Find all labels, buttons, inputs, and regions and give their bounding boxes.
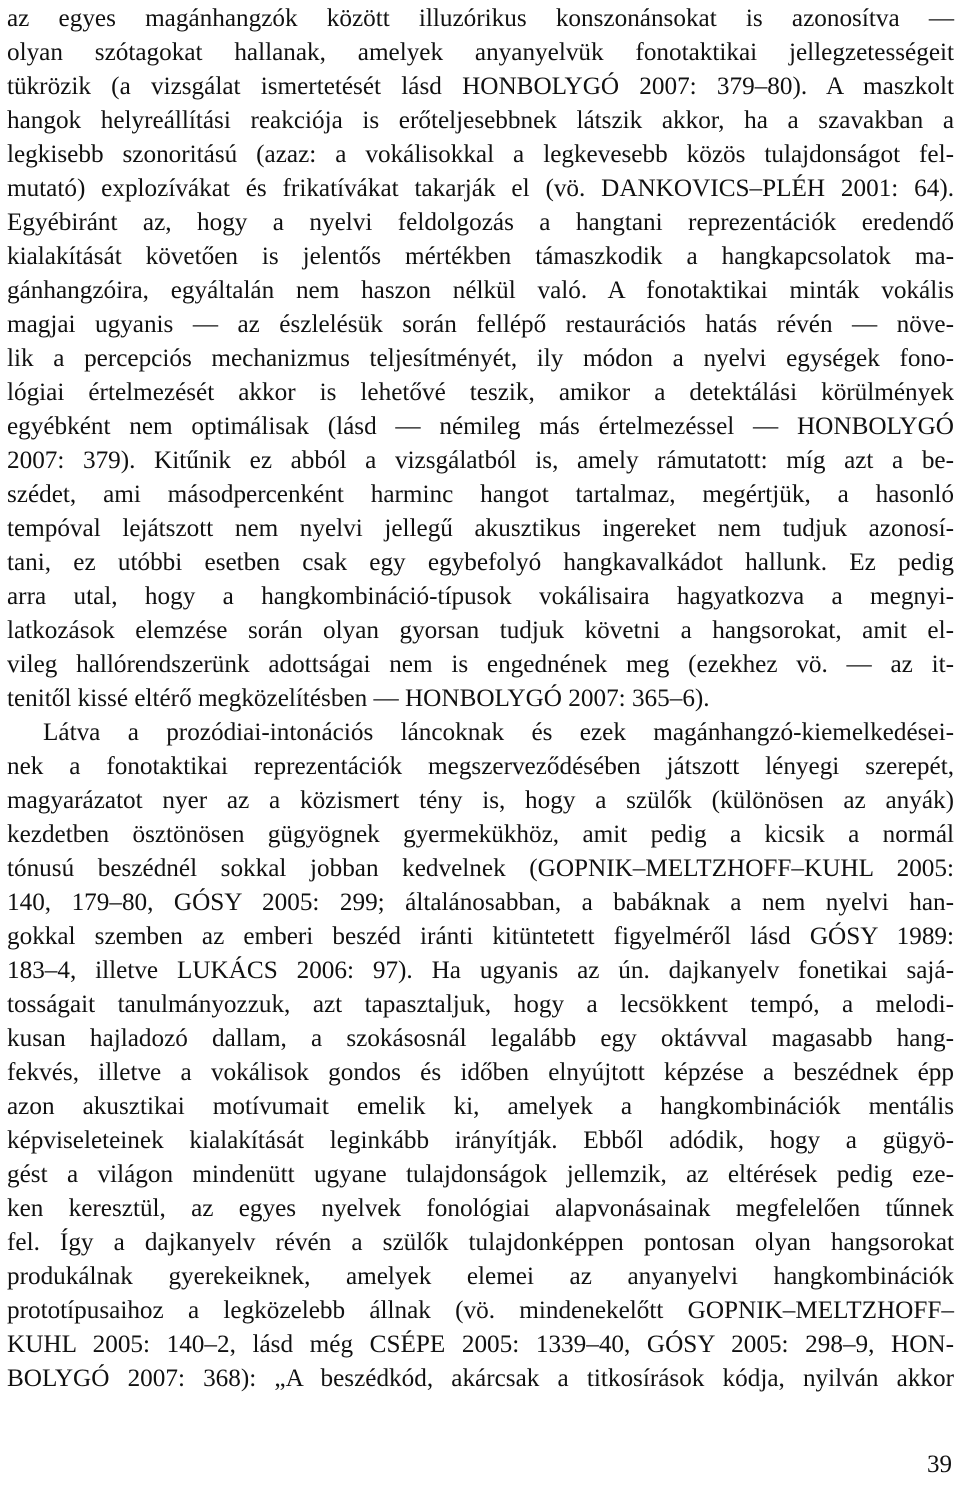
text-line: ken keresztül, az egyes nyelvek fonológiai alapvonásainak megfelelően tűnnek (7, 1195, 954, 1222)
text-line: tükrözik (a vizsgálat ismertetését lásd HONBOLYGÓ 2007: 379–80). A maszkolt (7, 73, 954, 100)
text-line: arra utal, hogy a hangkombináció-típusok vokálisaira hagyatkozva a megnyi- (7, 583, 954, 610)
text-line: legkisebb szonoritású (azaz: a vokálisokkal a legkevesebb közös tulajdonságot fel- (7, 141, 954, 168)
text-line: egyébként nem optimálisak (lásd — némileg más értelmezéssel — HONBOLYGÓ (7, 413, 954, 440)
text-line: kialakítását követően is jelentős mértékben támaszkodik a hangkapcsolatok ma- (7, 243, 954, 270)
text-line: 183–4, illetve LUKÁCS 2006: 97). Ha ugyanis az ún. dajkanyelv fonetikai sajá- (7, 957, 954, 984)
text-line: vileg hallórendszerünk adottságai nem is engednének meg (ezekhez vö. — az it- (7, 651, 954, 678)
text-line: tosságait tanulmányozzuk, azt tapasztaljuk, hogy a lecsökkent tempó, a melodi- (7, 991, 954, 1018)
text-line: lógiai értelmezését akkor is lehetővé teszik, amikor a detektálási körülmények (7, 379, 954, 406)
text-line: magyarázatot nyer az a közismert tény is, hogy a szülők (különösen az anyák) (7, 787, 954, 814)
text-line: fel. Így a dajkanyelv révén a szülők tulajdonképpen pontosan olyan hangsorokat (7, 1229, 954, 1256)
text-line: tempóval lejátszott nem nyelvi jellegű akusztikus ingereket nem tudjuk azonosí- (7, 515, 954, 542)
text-line: képviseleteinek kialakítását leginkább irányítják. Ebből adódik, hogy a gügyö- (7, 1127, 954, 1154)
text-line: 140, 179–80, GÓSY 2005: 299; általánosabban, a babáknak a nem nyelvi han- (7, 889, 954, 916)
text-line: Egyébiránt az, hogy a nyelvi feldolgozás a hangtani reprezentációk eredendő (7, 209, 954, 236)
text-line: nek a fonotaktikai reprezentációk megszerveződésében játszott lényegi szerepét, (7, 753, 954, 780)
text-line: mutató) explozívákat és frikatívákat takarják el (vö. DANKOVICS–PLÉH 2001: 64). (7, 175, 954, 202)
text-line: prototípusaihoz a legközelebb állnak (vö. mindenekelőtt GOPNIK–MELTZHOFF– (7, 1297, 954, 1324)
page-number: 39 (927, 1451, 952, 1478)
text-line: gánhangzóira, egyáltalán nem haszon nélkül való. A fonotaktikai minták vokális (7, 277, 954, 304)
text-line: gokkal szemben az emberi beszéd iránti kitüntetett figyelméről lásd GÓSY 1989: (7, 923, 954, 950)
text-line: olyan szótagokat hallanak, amelyek anyanyelvük fonotaktikai jellegzetességeit (7, 39, 954, 66)
text-line: hangok helyreállítási reakciója is erőteljesebbnek látszik akkor, ha a szavakban a (7, 107, 954, 134)
text-line-paragraph-end: tenitől kissé eltérő megközelítésben — HONBOLYGÓ 2007: 365–6). (7, 685, 710, 712)
text-line: lik a percepciós mechanizmus teljesítményét, ily módon a nyelvi egységek fono- (7, 345, 954, 372)
text-line: azon akusztikai motívumait emelik ki, amelyek a hangkombinációk mentális (7, 1093, 954, 1120)
text-line: kezdetben ösztönösen gügyögnek gyermekükhöz, amit pedig a kicsik a normál (7, 821, 954, 848)
text-line: tónusú beszédnél sokkal jobban kedvelnek (GOPNIK–MELTZHOFF–KUHL 2005: (7, 855, 954, 882)
text-line: tani, ez utóbbi esetben csak egy egybefolyó hangkavalkádot hallunk. Ez pedig (7, 549, 954, 576)
text-line: gést a világon mindenütt ugyane tulajdonságok jellemzik, az eltérések pedig eze- (7, 1161, 954, 1188)
text-line-paragraph-start: Látva a prozódiai-intonációs láncoknak és ezek magánhangzó-kiemelkedései- (43, 719, 954, 746)
text-line: kusan hajladozó dallam, a szokásosnál legalább egy oktávval magasabb hang- (7, 1025, 954, 1052)
text-line: BOLYGÓ 2007: 368): „A beszédkód, akárcsak a titkosírások kódja, nyilván akkor (7, 1365, 954, 1392)
text-line: szédet, ami másodpercenként harminc hangot tartalmaz, megértjük, a hasonló (7, 481, 954, 508)
text-line: 2007: 379). Kitűnik ez abból a vizsgálatból is, amely rámutatott: míg azt a be- (7, 447, 954, 474)
text-line: az egyes magánhangzók között illuzórikus konszonánsokat is azonosítva — (7, 5, 954, 32)
text-line: KUHL 2005: 140–2, lásd még CSÉPE 2005: 1339–40, GÓSY 2005: 298–9, HON- (7, 1331, 954, 1358)
text-line: fekvés, illetve a vokálisok gondos és időben elnyújtott képzése a beszédnek épp (7, 1059, 954, 1086)
text-line: latkozások elemzése során olyan gyorsan tudjuk követni a hangsorokat, amit el- (7, 617, 954, 644)
text-line: produkálnak gyerekeiknek, amelyek elemei az anyanyelvi hangkombinációk (7, 1263, 954, 1290)
text-line: magjai ugyanis — az észlelésük során fellépő restaurációs hatás révén — növe- (7, 311, 954, 338)
